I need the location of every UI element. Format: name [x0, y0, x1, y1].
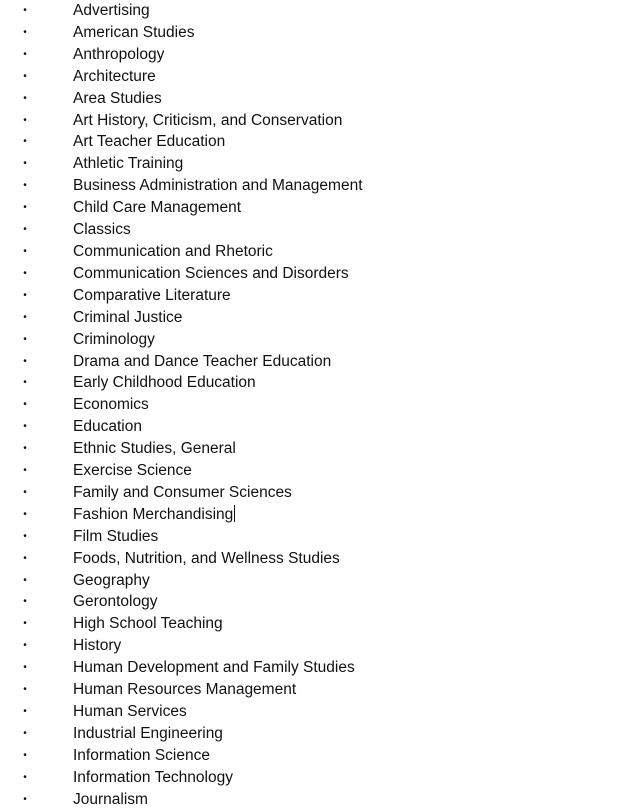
list-item-label: Human Resources Management — [73, 681, 297, 699]
list-item-label: Architecture — [73, 67, 156, 85]
list-item[interactable] — [0, 745, 640, 767]
list-item-label: High School Teaching — [73, 615, 223, 633]
list-item[interactable] — [0, 285, 640, 307]
list-item-label: Athletic Training — [73, 155, 184, 173]
list-item[interactable] — [0, 329, 640, 351]
bullet-icon: • — [23, 508, 27, 520]
bullet-icon: • — [23, 399, 27, 411]
list-item-label: Education — [73, 418, 142, 436]
bullet-icon: • — [23, 421, 27, 433]
list-item-label: Child Care Management — [73, 199, 242, 217]
bullet-icon: • — [23, 245, 27, 257]
list-item[interactable] — [0, 657, 640, 679]
list-item-label: Business Administration and Management — [73, 177, 363, 195]
list-item[interactable] — [0, 570, 640, 592]
list-item-label: Communication Sciences and Disorders — [73, 264, 349, 282]
bullet-icon: • — [23, 486, 27, 498]
bullet-icon: • — [23, 136, 27, 148]
list-item[interactable] — [0, 482, 640, 504]
list-item[interactable] — [0, 219, 640, 241]
list-item[interactable] — [0, 153, 640, 175]
list-item-label: Fashion Merchandising — [73, 505, 234, 523]
list-item-label: Information Technology — [73, 768, 233, 786]
list-item[interactable] — [0, 175, 640, 197]
list-item-label: Human Services — [73, 703, 187, 720]
bullet-icon: • — [23, 5, 27, 16]
bullet-icon: • — [23, 311, 27, 323]
list-item-label: Film Studies — [73, 527, 159, 545]
list-item-label: Human Development and Family Studies — [73, 659, 355, 677]
list-item-label: History — [73, 637, 122, 655]
list-item[interactable] — [0, 723, 640, 745]
bullet-icon: • — [23, 443, 27, 455]
list-item-label: Information Science — [73, 746, 210, 764]
list-item-label: Comparative Literature — [73, 286, 231, 304]
bullet-icon: • — [23, 224, 27, 236]
bullet-icon: • — [23, 706, 27, 717]
list-item[interactable] — [0, 591, 640, 613]
list-item[interactable] — [0, 613, 640, 635]
list-item[interactable] — [0, 548, 640, 570]
list-item-label: Geography — [73, 571, 150, 589]
list-item-label: Art History, Criticism, and Conservation — [73, 111, 343, 129]
bullet-icon: • — [23, 640, 27, 652]
list-item-label: Criminal Justice — [73, 308, 183, 326]
bullet-icon: • — [23, 333, 27, 345]
list-item-label: Art Teacher Education — [73, 133, 226, 151]
list-item-label: Ethnic Studies, General — [73, 440, 236, 458]
list-item[interactable] — [0, 22, 640, 44]
bullet-icon: • — [23, 727, 27, 739]
bullet-icon: • — [23, 530, 27, 542]
list-item[interactable] — [0, 526, 640, 548]
text-cursor — [234, 505, 235, 522]
list-item[interactable] — [0, 372, 640, 394]
list-item-label: Exercise Science — [73, 462, 192, 480]
bullet-icon: • — [23, 749, 27, 761]
list-item[interactable] — [0, 131, 640, 153]
list-item-label: Anthropology — [73, 45, 165, 63]
list-item[interactable] — [0, 263, 640, 285]
bullet-icon: • — [23, 793, 27, 805]
bullet-icon: • — [23, 267, 27, 279]
bullet-icon: • — [23, 465, 27, 477]
list-item-label: Criminology — [73, 330, 155, 348]
bullet-icon: • — [23, 662, 27, 674]
list-item-label: Area Studies — [73, 89, 162, 107]
list-item-label: Family and Consumer Sciences — [73, 483, 292, 501]
bullet-icon: • — [23, 92, 27, 104]
list-item-label: Advertising — [73, 2, 150, 19]
bullet-icon: • — [23, 70, 27, 82]
list-item-label: Gerontology — [73, 593, 158, 611]
bullet-icon: • — [23, 684, 27, 696]
list-item[interactable] — [0, 789, 640, 811]
list-item[interactable] — [0, 679, 640, 701]
list-item[interactable] — [0, 88, 640, 110]
bullet-icon: • — [23, 618, 27, 630]
bullet-icon: • — [23, 48, 27, 60]
bullet-icon: • — [23, 158, 27, 170]
list-item[interactable] — [0, 351, 640, 373]
list-item[interactable] — [0, 197, 640, 219]
list-item[interactable] — [0, 241, 640, 263]
list-item-label: Foods, Nutrition, and Wellness Studies — [73, 549, 340, 567]
list-item-label: Economics — [73, 396, 149, 414]
list-item[interactable] — [0, 635, 640, 657]
list-item[interactable] — [0, 44, 640, 66]
list-item-label: Communication and Rhetoric — [73, 242, 273, 260]
bullet-icon: • — [23, 202, 27, 214]
list-item[interactable] — [0, 394, 640, 416]
list-item[interactable] — [0, 504, 640, 526]
list-item-label: Classics — [73, 221, 131, 239]
bullet-icon: • — [23, 289, 27, 301]
list-item-label: American Studies — [73, 23, 195, 41]
bullet-icon: • — [23, 596, 27, 608]
list-item[interactable] — [0, 460, 640, 482]
list-item[interactable] — [0, 438, 640, 460]
bullet-icon: • — [23, 26, 27, 38]
bullet-icon: • — [23, 552, 27, 564]
list-item[interactable] — [0, 0, 640, 22]
list-item-label: Journalism — [73, 790, 148, 808]
list-item[interactable] — [0, 66, 640, 88]
list-item[interactable] — [0, 110, 640, 132]
bullet-icon: • — [23, 114, 27, 126]
list-item-label: Industrial Engineering — [73, 724, 223, 742]
list-item[interactable] — [0, 767, 640, 789]
bullet-icon: • — [23, 574, 27, 586]
list-item-label: Early Childhood Education — [73, 374, 256, 392]
list-item[interactable] — [0, 416, 640, 438]
bullet-icon: • — [23, 180, 27, 192]
bullet-icon: • — [23, 771, 27, 783]
list-item[interactable] — [0, 701, 640, 723]
list-item[interactable] — [0, 307, 640, 329]
bullet-icon: • — [23, 355, 27, 367]
bullet-icon: • — [23, 377, 27, 389]
list-item-label: Drama and Dance Teacher Education — [73, 352, 332, 370]
